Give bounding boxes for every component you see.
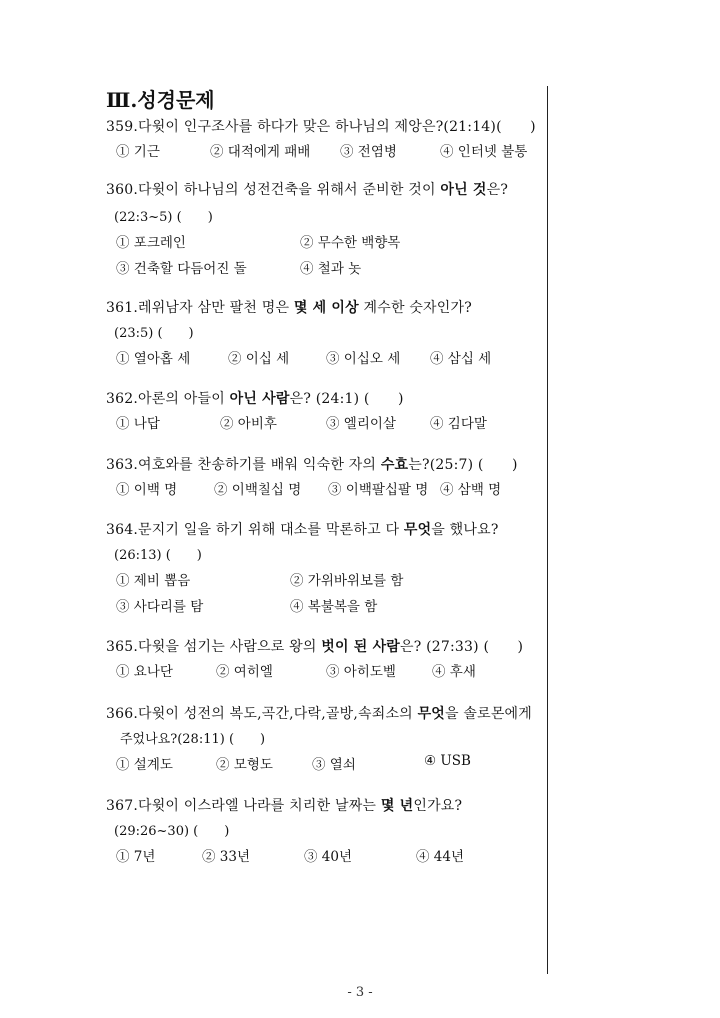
stem-text-end: 을 했나요? — [431, 522, 499, 538]
page-number: - 3 - — [347, 985, 373, 1000]
option-1: ① 이백 명 — [116, 482, 178, 498]
stem-text: 367.다윗이 이스라엘 나라를 치리한 날짜는 — [106, 798, 381, 814]
question-359 — [106, 117, 546, 163]
question-367 — [106, 796, 546, 868]
option-3: ③ 40년 — [304, 849, 353, 865]
options-row — [106, 842, 546, 868]
option-3: ③ 엘리이살 — [326, 416, 396, 432]
option-1: ① 나답 — [116, 416, 160, 432]
option-4: ④ 삼백 명 — [440, 482, 502, 498]
option-4: ④ 44년 — [416, 849, 465, 865]
option-2: ② 이백칠십 명 — [214, 482, 302, 498]
option-2: ② 33년 — [202, 849, 251, 865]
question-stem — [106, 455, 546, 475]
question-363 — [106, 455, 546, 501]
question-reference: 주었나요?(28:11) ( ) — [120, 732, 266, 747]
option-1: ① 설계도 — [116, 757, 173, 773]
option-4: ④ 복불복을 함 — [290, 599, 378, 615]
option-3: ③ 이십오 세 — [326, 351, 401, 367]
option-2: ② 여히엘 — [216, 664, 273, 680]
stem-text: 359.다윗이 인구조사를 하다가 맞은 하나님의 제앙은?(21:14)( ) — [106, 119, 536, 135]
question-362 — [106, 389, 546, 435]
option-3: ③ 사다리를 탐 — [116, 599, 204, 615]
question-stem — [106, 389, 546, 409]
question-stem — [106, 637, 546, 657]
option-1: ① 기근 — [116, 144, 160, 160]
stem-text: 362.아론의 아들이 — [106, 391, 230, 407]
stem-emphasis: 수효 — [380, 457, 409, 473]
option-2: ② 대적에게 패배 — [210, 144, 311, 160]
question-361 — [106, 298, 546, 370]
stem-text: 366.다윗이 성전의 복도,곡간,다락,골방,속죄소의 — [106, 706, 418, 722]
question-stem — [106, 117, 546, 137]
question-365 — [106, 637, 546, 683]
option-1: ① 포크레인 — [116, 235, 186, 251]
question-reference: (23:5) ( ) — [114, 326, 194, 341]
question-reference: (22:3~5) ( ) — [114, 210, 213, 225]
options-row — [106, 657, 546, 683]
question-reference: (26:13) ( ) — [114, 548, 202, 563]
option-2: ② 아비후 — [220, 416, 277, 432]
option-4: ④ 인터넷 불통 — [440, 144, 528, 160]
question-360 — [106, 180, 546, 280]
question-stem — [106, 796, 546, 816]
question-reference: (29:26~30) ( ) — [114, 824, 230, 839]
stem-text-end: 는?(25:7) ( ) — [408, 457, 518, 473]
stem-text: 365.다윗을 섬기는 사람으로 왕의 — [106, 639, 322, 655]
stem-emphasis: 무엇 — [403, 522, 432, 538]
option-4: ④ 김다말 — [430, 416, 487, 432]
option-3: ③ 이백팔십팔 명 — [328, 482, 429, 498]
option-2: ② 모형도 — [216, 757, 273, 773]
options-row — [106, 592, 546, 618]
stem-text-end: 을 솔로몬에게 — [445, 706, 533, 722]
option-1: ① 요나단 — [116, 664, 173, 680]
option-3: ③ 열쇠 — [312, 757, 356, 773]
option-1: ① 열아홉 세 — [116, 351, 191, 367]
options-row — [106, 137, 546, 163]
stem-text-end: 은? (27:33) ( ) — [400, 639, 524, 655]
stem-text-end: 계수한 숫자인가? — [358, 300, 472, 316]
stem-text: 364.문지기 일을 하기 위해 대소를 막론하고 다 — [106, 522, 404, 538]
option-3: ③ 아히도벨 — [326, 664, 396, 680]
section-title: Ⅲ.성경문제 — [106, 88, 215, 112]
option-2: ② 무수한 백향목 — [300, 235, 401, 251]
column-divider — [547, 86, 548, 974]
question-364 — [106, 520, 546, 618]
stem-text-end: 은? — [486, 182, 509, 198]
stem-emphasis: 무엇 — [417, 706, 446, 722]
stem-emphasis: 아닌 사람 — [229, 391, 290, 407]
stem-emphasis: 아닌 것 — [440, 182, 487, 198]
option-4: ④ 철과 놋 — [300, 261, 362, 277]
options-row — [106, 566, 546, 592]
option-3: ③ 전염병 — [340, 144, 397, 160]
option-4: ④ USB — [424, 753, 471, 769]
options-row — [106, 750, 546, 776]
option-1: ① 제비 뽑음 — [116, 573, 191, 589]
question-366 — [106, 704, 546, 776]
stem-emphasis: 벗이 된 사람 — [321, 639, 401, 655]
stem-emphasis: 몇 세 이상 — [293, 300, 359, 316]
option-4: ④ 삼십 세 — [430, 351, 492, 367]
stem-text: 363.여호와를 찬송하기를 배워 익숙한 자의 — [106, 457, 381, 473]
option-1: ① 7년 — [116, 849, 156, 865]
option-2: ② 이십 세 — [228, 351, 290, 367]
stem-text: 361.레위남자 삼만 팔천 명은 — [106, 300, 294, 316]
question-stem — [106, 298, 546, 318]
options-row — [106, 228, 546, 254]
options-row — [106, 254, 546, 280]
option-3: ③ 건축할 다듬어진 돌 — [116, 261, 247, 277]
stem-text-end: 은? (24:1) ( ) — [289, 391, 404, 407]
options-row — [106, 475, 546, 501]
option-2: ② 가위바위보를 함 — [290, 573, 404, 589]
options-row — [106, 344, 546, 370]
question-stem — [106, 180, 546, 200]
stem-emphasis: 몇 년 — [380, 798, 414, 814]
question-stem — [106, 704, 546, 724]
question-stem — [106, 520, 546, 540]
stem-text-end: 인가요? — [413, 798, 463, 814]
options-row — [106, 409, 546, 435]
option-4: ④ 후새 — [432, 664, 476, 680]
stem-text: 360.다윗이 하나님의 성전건축을 위해서 준비한 것이 — [106, 182, 441, 198]
